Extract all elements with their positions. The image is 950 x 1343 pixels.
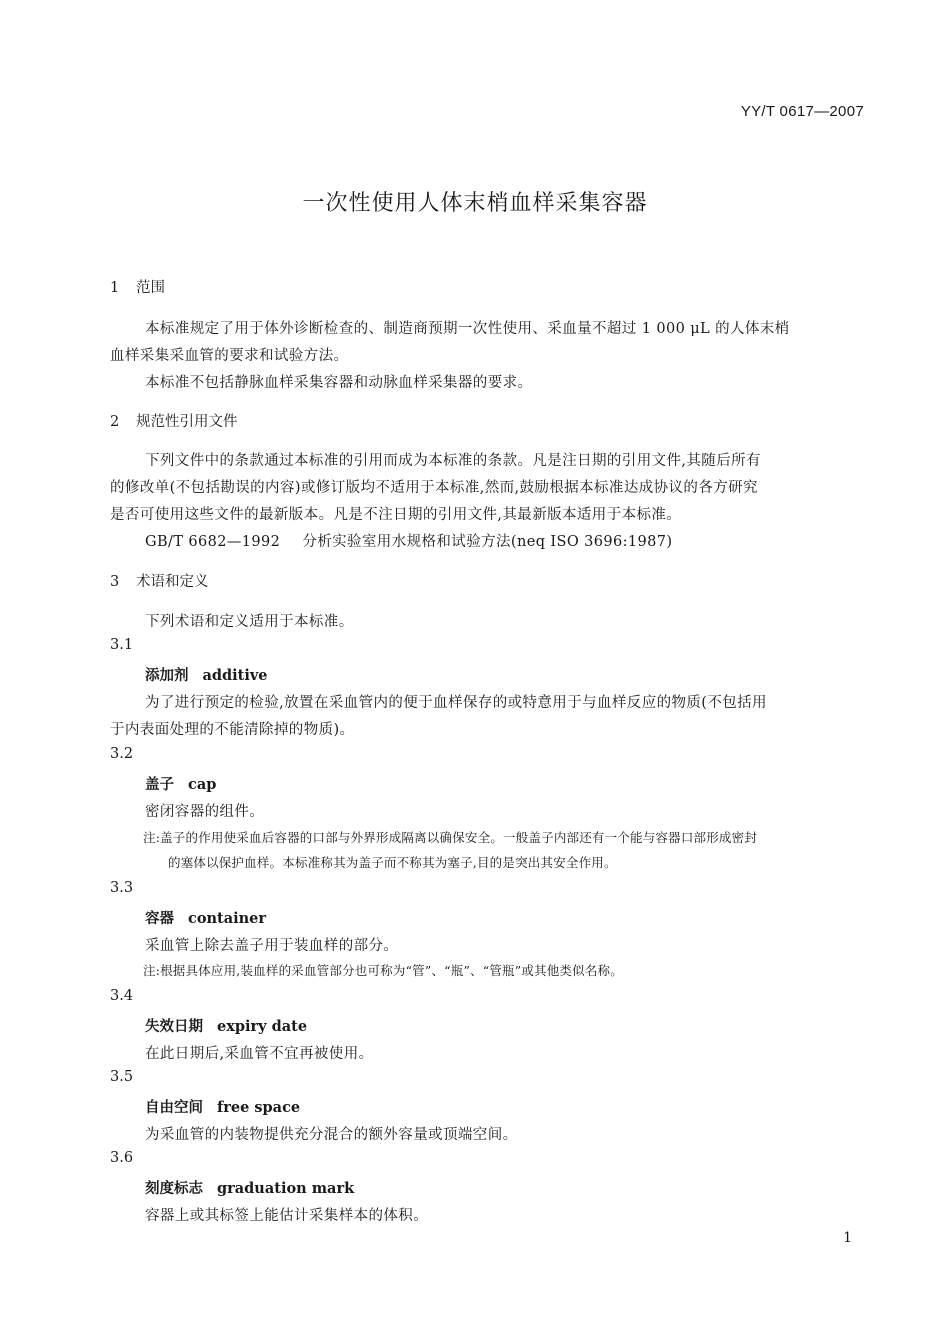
definition-line-1: 采血管上除去盖子用于装血样的部分。	[145, 938, 399, 954]
term-en: cap	[188, 776, 217, 793]
s2-paragraph-line-1: 下列文件中的条款通过本标准的引用而成为本标准的条款。凡是注日期的引用文件,其随后所有	[145, 453, 761, 469]
term-zh: 盖子	[145, 776, 174, 793]
definition-line-2: 于内表面处理的不能清除掉的物质)。	[110, 722, 355, 738]
section-title: 范围	[136, 280, 165, 296]
clause-number: 3.6	[110, 1150, 134, 1166]
term-zh: 自由空间	[145, 1099, 203, 1116]
note-line-1: 注:盖子的作用使采血后容器的口部与外界形成隔离以确保安全。一般盖子内部还有一个能与容器口部形成密封	[143, 830, 758, 845]
term-zh: 添加剂	[145, 667, 189, 684]
s3-intro: 下列术语和定义适用于本标准。	[145, 614, 354, 630]
term-container	[145, 907, 266, 928]
term-en: expiry date	[217, 1018, 308, 1035]
s1-paragraph-1-line-2: 血样采集采血管的要求和试验方法。	[110, 348, 349, 364]
section-number: 1	[110, 280, 120, 296]
section-number: 2	[110, 414, 120, 430]
definition-line-1: 密闭容器的组件。	[145, 804, 265, 820]
s2-paragraph-line-3: 是否可使用这些文件的最新版本。凡是不注日期的引用文件,其最新版本适用于本标准。	[110, 507, 682, 523]
s1-paragraph-2: 本标准不包括静脉血样采集容器和动脉血样采集器的要求。	[145, 375, 533, 391]
section-1-heading	[110, 276, 165, 297]
term-zh: 刻度标志	[145, 1180, 203, 1197]
term-graduation-mark	[145, 1177, 354, 1198]
term-cap	[145, 773, 216, 794]
note-line-2: 的塞体以保护血样。本标准称其为盖子而不称其为塞子,目的是突出其安全作用。	[168, 855, 617, 870]
page-number: 1	[843, 1230, 852, 1246]
clause-number: 3.4	[110, 988, 134, 1004]
clause-number: 3.5	[110, 1069, 134, 1085]
reference-code: GB/T 6682—1992	[145, 534, 281, 550]
reference-title: 分析实验室用水规格和试验方法(neq ISO 3696:1987)	[302, 534, 673, 550]
term-expiry-date	[145, 1015, 307, 1036]
normative-reference	[145, 530, 672, 551]
term-additive	[145, 664, 268, 685]
clause-number: 3.1	[110, 637, 134, 653]
term-en: graduation mark	[217, 1180, 355, 1197]
standard-code: YY/T 0617—2007	[740, 103, 864, 120]
s1-paragraph-1-line-1: 本标准规定了用于体外诊断检查的、制造商预期一次性使用、采血量不超过 1 000 μL 的人体末梢	[145, 321, 790, 337]
definition-line-1: 容器上或其标签上能估计采集样本的体积。	[145, 1208, 429, 1224]
term-en: free space	[217, 1099, 301, 1116]
section-title: 规范性引用文件	[136, 414, 238, 430]
definition-line-1: 为了进行预定的检验,放置在采血管内的便于血样保存的或特意用于与血样反应的物质(不包括用	[145, 695, 767, 711]
term-free-space	[145, 1096, 300, 1117]
term-en: container	[188, 910, 267, 927]
document-title: 一次性使用人体末梢血样采集容器	[302, 191, 648, 216]
section-number: 3	[110, 574, 120, 590]
section-title: 术语和定义	[136, 574, 209, 590]
s2-paragraph-line-2: 的修改单(不包括勘误的内容)或修订版均不适用于本标准,然而,鼓励根据本标准达成协议的各方研究	[110, 480, 758, 496]
term-zh: 失效日期	[145, 1018, 203, 1035]
term-en: additive	[202, 667, 268, 684]
section-3-heading	[110, 570, 209, 591]
clause-number: 3.2	[110, 746, 134, 762]
clause-number: 3.3	[110, 880, 134, 896]
definition-line-1: 在此日期后,采血管不宜再被使用。	[145, 1046, 374, 1062]
section-2-heading	[110, 410, 238, 431]
term-zh: 容器	[145, 910, 174, 927]
note-line-1: 注:根据具体应用,装血样的采血管部分也可称为“管”、“瓶”、“管瓶”或其他类似名称。	[143, 963, 623, 978]
definition-line-1: 为采血管的内装物提供充分混合的额外容量或顶端空间。	[145, 1127, 518, 1143]
